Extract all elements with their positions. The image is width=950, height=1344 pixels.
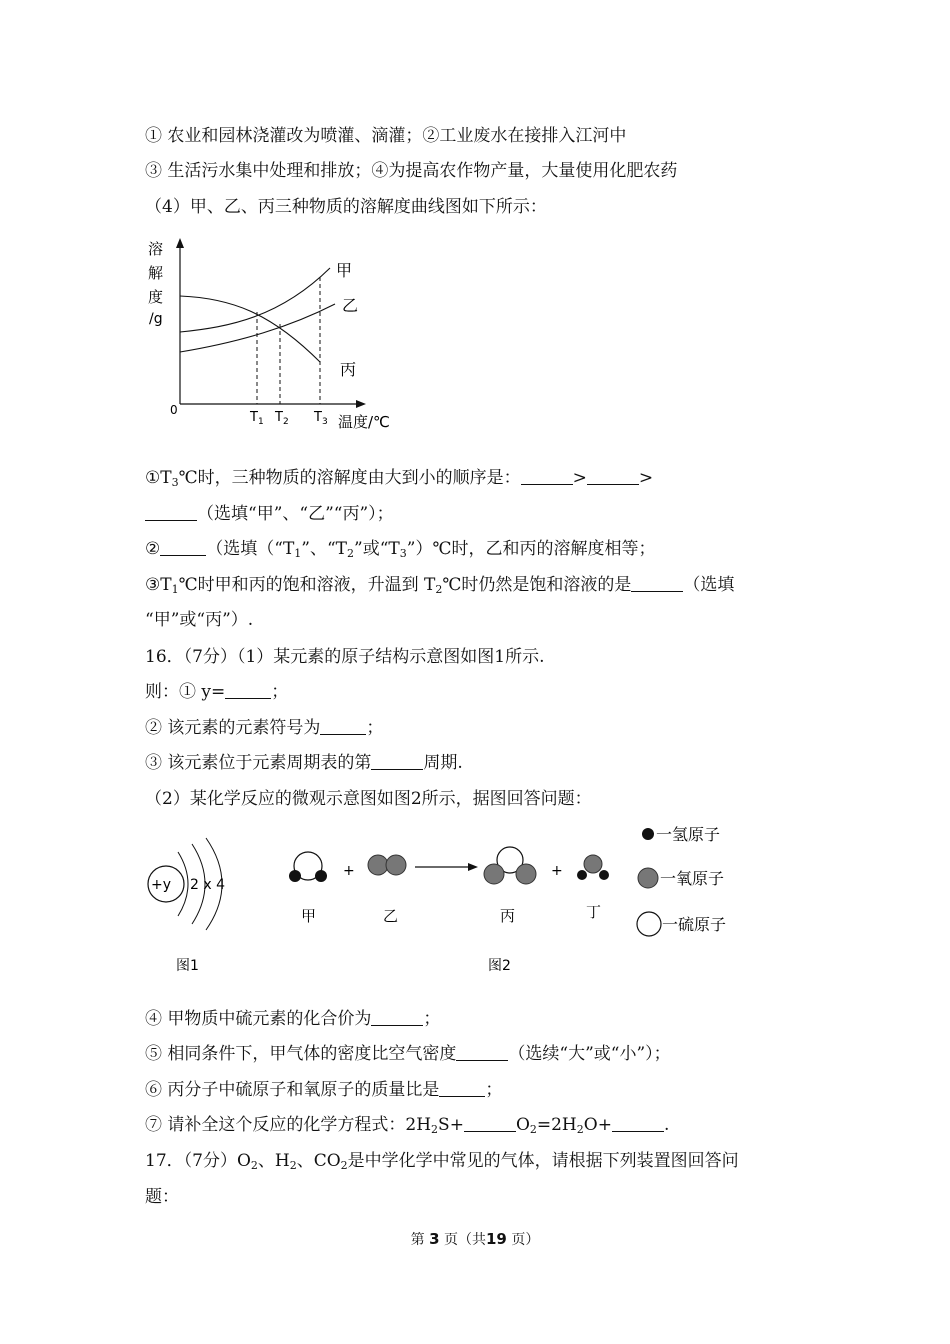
question-17-cont: 题： bbox=[145, 1187, 179, 1207]
figure-2-caption: 图2 bbox=[488, 958, 511, 974]
answer-blank[interactable] bbox=[521, 466, 573, 485]
answer-blank[interactable] bbox=[631, 573, 683, 592]
legend-oxygen-label: 一氧原子 bbox=[660, 869, 725, 888]
molecule-yi bbox=[368, 855, 406, 875]
question-2: ② （选填（“$T_1$”、“$T_2$”或“$T_3”)℃$时，乙和丙的溶解度相等； bbox=[145, 539, 656, 560]
series-jia-curve bbox=[180, 268, 330, 332]
reaction-figure bbox=[275, 818, 755, 983]
legend-sulfur-swatch bbox=[637, 912, 661, 936]
atom-structure-figure bbox=[140, 832, 240, 982]
origin-label: 0 bbox=[170, 403, 178, 417]
plus-sign: + bbox=[343, 863, 355, 879]
y-label-char: 度 bbox=[148, 288, 164, 306]
question-16-6: ⑥ 丙分子中硫原子和氧原子的质量比是 ； bbox=[145, 1080, 503, 1100]
y-label-char: 溶 bbox=[148, 240, 164, 258]
question-1: $①T_3℃$时，三种物质的溶解度由大到小的顺序是： > > bbox=[145, 468, 654, 489]
shell-electrons: 2 x 4 bbox=[190, 877, 225, 893]
legend-hydrogen-label: 一氢原子 bbox=[656, 825, 721, 844]
series-label-jia: 甲 bbox=[336, 261, 353, 280]
answer-blank[interactable] bbox=[439, 1078, 485, 1097]
answer-blank[interactable] bbox=[145, 502, 197, 521]
molecule-label: 丙 bbox=[500, 907, 516, 925]
solubility-chart bbox=[140, 232, 410, 437]
x-axis-arrow bbox=[356, 400, 366, 408]
question-1-cont: （选填“甲”、“乙”“丙”）； bbox=[145, 502, 394, 526]
y-label-char: 解 bbox=[148, 264, 164, 282]
text-line: ① 农业和园林浇灌改为喷灌、滴灌；②工业废水在接排入江河中 bbox=[145, 126, 627, 146]
nucleus-label: +y bbox=[151, 877, 172, 893]
answer-blank[interactable] bbox=[587, 466, 639, 485]
answer-blank[interactable] bbox=[464, 1113, 516, 1132]
question-16-part2: （2）某化学反应的微观示意图如图2所示，据图回答问题： bbox=[145, 789, 592, 809]
question-3: $③T_1℃$时甲和丙的饱和溶液，升温到 $T_2℃$时仍然是饱和溶液的是 （选填 bbox=[145, 575, 735, 596]
answer-blank[interactable] bbox=[320, 716, 366, 735]
molecule-label: 甲 bbox=[301, 907, 317, 925]
series-label-bing: 丙 bbox=[340, 360, 357, 379]
plus-sign: + bbox=[551, 863, 563, 879]
question-16-5: ⑤ 相同条件下，甲气体的密度比空气密度 （选续“大”或“小”）； bbox=[145, 1044, 671, 1064]
molecule-bing bbox=[484, 847, 536, 884]
answer-blank[interactable] bbox=[612, 1113, 664, 1132]
tick-t1: $T_1$ bbox=[250, 410, 264, 427]
question-16-2: ② 该元素的元素符号为 ； bbox=[145, 718, 384, 738]
answer-blank[interactable] bbox=[371, 1007, 423, 1026]
page-total: 19 bbox=[486, 1230, 507, 1248]
text-line: （4）甲、乙、丙三种物质的溶解度曲线图如下所示： bbox=[145, 197, 547, 217]
page-footer: 第 3 页（共19 页） bbox=[410, 1230, 540, 1248]
tick-t2: $T_2$ bbox=[275, 410, 289, 427]
molecule-label: 丁 bbox=[586, 903, 602, 921]
x-axis-label: 温度/℃ bbox=[338, 413, 390, 431]
legend-hydrogen-swatch bbox=[642, 828, 654, 840]
text-line: ③ 生活污水集中处理和排放；④为提高农作物产量，大量使用化肥农药 bbox=[145, 161, 678, 181]
question-16-7: ⑦ 请补全这个反应的化学方程式：$2H_2S+ O_2=2H_2O+$ . bbox=[145, 1115, 670, 1136]
electron-shell bbox=[178, 852, 188, 916]
molecule-label: 乙 bbox=[383, 907, 399, 925]
question-16-1: 则：① y= ； bbox=[145, 682, 289, 702]
y-label-char: /g bbox=[149, 311, 163, 327]
reaction-arrowhead bbox=[468, 863, 478, 871]
series-label-yi: 乙 bbox=[342, 296, 359, 315]
answer-blank[interactable] bbox=[456, 1042, 508, 1061]
question-16-4: ④ 甲物质中硫元素的化合价为 ； bbox=[145, 1009, 441, 1029]
y-axis-arrow bbox=[176, 238, 184, 248]
question-16-3: ③ 该元素位于元素周期表的第 周期. bbox=[145, 753, 463, 773]
question-16-header: 16．（7分）（1）某元素的原子结构示意图如图1所示. bbox=[145, 647, 545, 667]
question-3-cont: “甲”或“丙”）. bbox=[145, 610, 254, 630]
legend-oxygen-swatch bbox=[638, 868, 658, 888]
answer-blank[interactable] bbox=[371, 751, 423, 770]
legend bbox=[637, 825, 726, 936]
answer-blank[interactable] bbox=[225, 680, 271, 699]
tick-t3: $T_3$ bbox=[314, 410, 328, 427]
question-17-header: 17．（7分）$O_2$、$H_2$、$CO_2$是中学化学中常见的气体，请根据下列装置图回答问 bbox=[145, 1151, 739, 1172]
page-number: 3 bbox=[429, 1230, 440, 1248]
molecule-ding bbox=[577, 855, 609, 880]
molecule-jia bbox=[289, 852, 327, 882]
legend-sulfur-label: 一硫原子 bbox=[662, 915, 727, 934]
figure-1-caption: 图1 bbox=[176, 958, 199, 974]
answer-blank[interactable] bbox=[160, 537, 206, 556]
